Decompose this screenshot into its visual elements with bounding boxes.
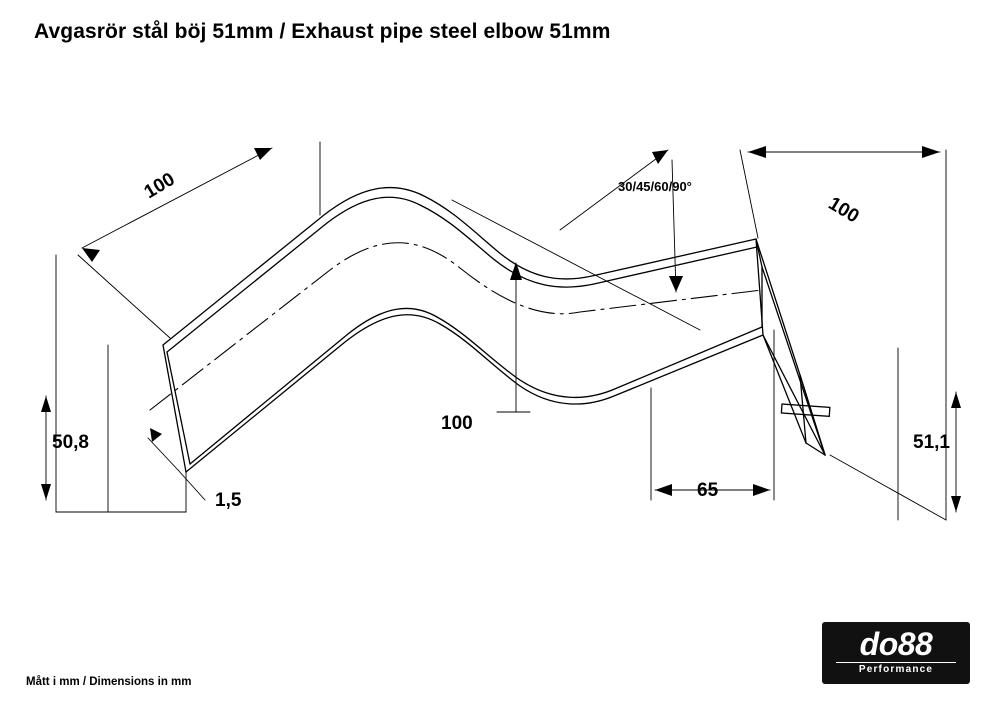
- arrow-508-a: [41, 396, 51, 412]
- dim-line-left-100: [82, 148, 272, 248]
- leader-15-line: [148, 438, 178, 470]
- arrow-center-100: [510, 262, 522, 280]
- arrow-511-b: [951, 496, 961, 512]
- pipe-lower-wall-line: [190, 308, 762, 464]
- arrow-65-a: [655, 484, 672, 496]
- page-title: Avgasrör stål böj 51mm / Exhaust pipe steel elbow 51mm: [34, 20, 611, 43]
- dimension-label-inner-diameter: 50,8: [52, 432, 89, 453]
- sleeve-slot-detail: [781, 404, 830, 416]
- dimension-label-center-height: 100: [441, 413, 473, 434]
- pipe-upper-outline: [163, 188, 825, 455]
- pipe-centerline: [150, 243, 762, 410]
- arrow-508-b: [41, 484, 51, 500]
- pipe-left-end-face: [163, 345, 186, 472]
- dimension-label-outer-diameter: 51,1: [913, 432, 950, 453]
- logo-tagline: Performance: [858, 664, 934, 675]
- dimension-label-left-length: 100: [140, 168, 179, 204]
- arrow-right-100-a: [748, 146, 766, 158]
- leader-15-line2: [178, 470, 205, 500]
- arrow-left-100-a: [82, 248, 100, 262]
- logo-wordmark: do88: [859, 626, 933, 662]
- ext-line-right-1: [740, 150, 758, 238]
- dimension-label-right-length: 100: [824, 193, 863, 228]
- arrow-right-100-b: [922, 146, 940, 158]
- arrow-angle-2: [669, 276, 683, 292]
- ext-line-left-1: [78, 255, 170, 338]
- arrow-left-100-b: [254, 148, 272, 160]
- arrow-15: [150, 428, 162, 442]
- arrow-angle-1: [652, 150, 668, 164]
- dimension-label-angle-options: 30/45/60/90°: [618, 179, 692, 194]
- pipe-lower-outline: [186, 315, 825, 472]
- units-footnote: Mått i mm / Dimensions in mm: [26, 676, 192, 688]
- logo-divider: [836, 662, 956, 663]
- dimension-label-sleeve-length: 65: [697, 480, 719, 501]
- sleeve-lower-edge: [763, 335, 806, 443]
- angle-construction-line: [452, 200, 700, 330]
- do88-logo: [822, 622, 970, 684]
- dimension-label-wall-thickness: 1,5: [215, 490, 242, 511]
- ext-line-511-base: [830, 455, 946, 520]
- arrow-511-a: [951, 392, 961, 408]
- pipe-left-end-inner: [167, 352, 190, 464]
- arrow-65-b: [753, 484, 770, 496]
